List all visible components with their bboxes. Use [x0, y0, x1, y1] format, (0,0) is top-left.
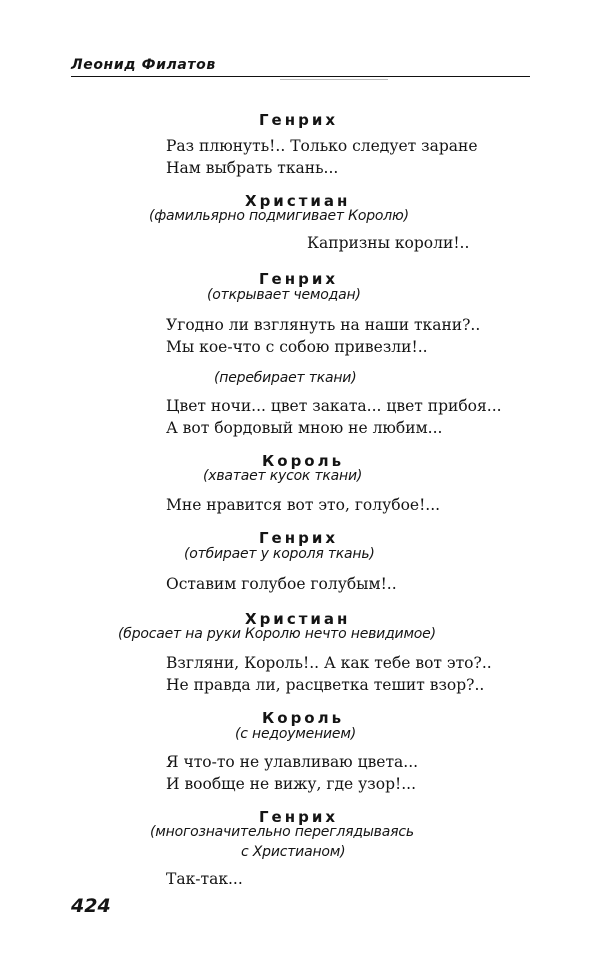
verse-line: Угодно ли взглянуть на наши ткани?..	[166, 316, 481, 334]
stage-direction: (фамильярно подмигивает Королю)	[149, 208, 409, 224]
speaker-henry: Генрих	[259, 270, 339, 288]
verse-line: Взгляни, Король!.. А как тебе вот это?..	[166, 654, 492, 672]
verse-line: Капризны короли!..	[307, 234, 470, 252]
verse-line: Цвет ночи... цвет заката... цвет прибоя...	[166, 397, 502, 415]
speaker-christian: Христиан	[245, 192, 351, 210]
verse-line: Не правда ли, расцветка тешит взор?..	[166, 676, 485, 694]
speaker-henry: Генрих	[259, 808, 339, 826]
verse-line: Так-так...	[166, 870, 243, 888]
verse-line: Мне нравится вот это, голубое!...	[166, 496, 441, 514]
speaker-henry: Генрих	[259, 111, 339, 129]
stage-direction: (многозначительно переглядываясь	[150, 824, 414, 840]
speaker-christian: Христиан	[245, 610, 351, 628]
speaker-king: Король	[262, 709, 345, 727]
verse-line: Оставим голубое голубым!..	[166, 575, 397, 593]
verse-line: А вот бордовый мною не любим...	[166, 419, 443, 437]
speaker-henry: Генрих	[259, 529, 339, 547]
page-number: 424	[71, 895, 111, 917]
header-rule-faint	[280, 79, 388, 80]
stage-direction: (отбирает у короля ткань)	[184, 546, 375, 562]
stage-direction: (бросает на руки Королю нечто невидимое)	[118, 626, 436, 642]
running-header-author: Леонид Филатов	[71, 57, 216, 73]
speaker-king: Король	[262, 452, 345, 470]
verse-line: Мы кое-что с собою привезли!..	[166, 338, 428, 356]
verse-line: Раз плюнуть!.. Только следует заране	[166, 137, 478, 155]
verse-line: Нам выбрать ткань...	[166, 159, 339, 177]
header-rule	[71, 76, 530, 77]
stage-direction: (открывает чемодан)	[207, 287, 361, 303]
stage-direction: (перебирает ткани)	[214, 370, 357, 386]
verse-line: Я что-то не улавливаю цвета...	[166, 753, 419, 771]
stage-direction: с Христианом)	[241, 844, 346, 860]
stage-direction: (хватает кусок ткани)	[203, 468, 363, 484]
verse-line: И вообще не вижу, где узор!...	[166, 775, 416, 793]
stage-direction: (с недоумением)	[235, 726, 356, 742]
